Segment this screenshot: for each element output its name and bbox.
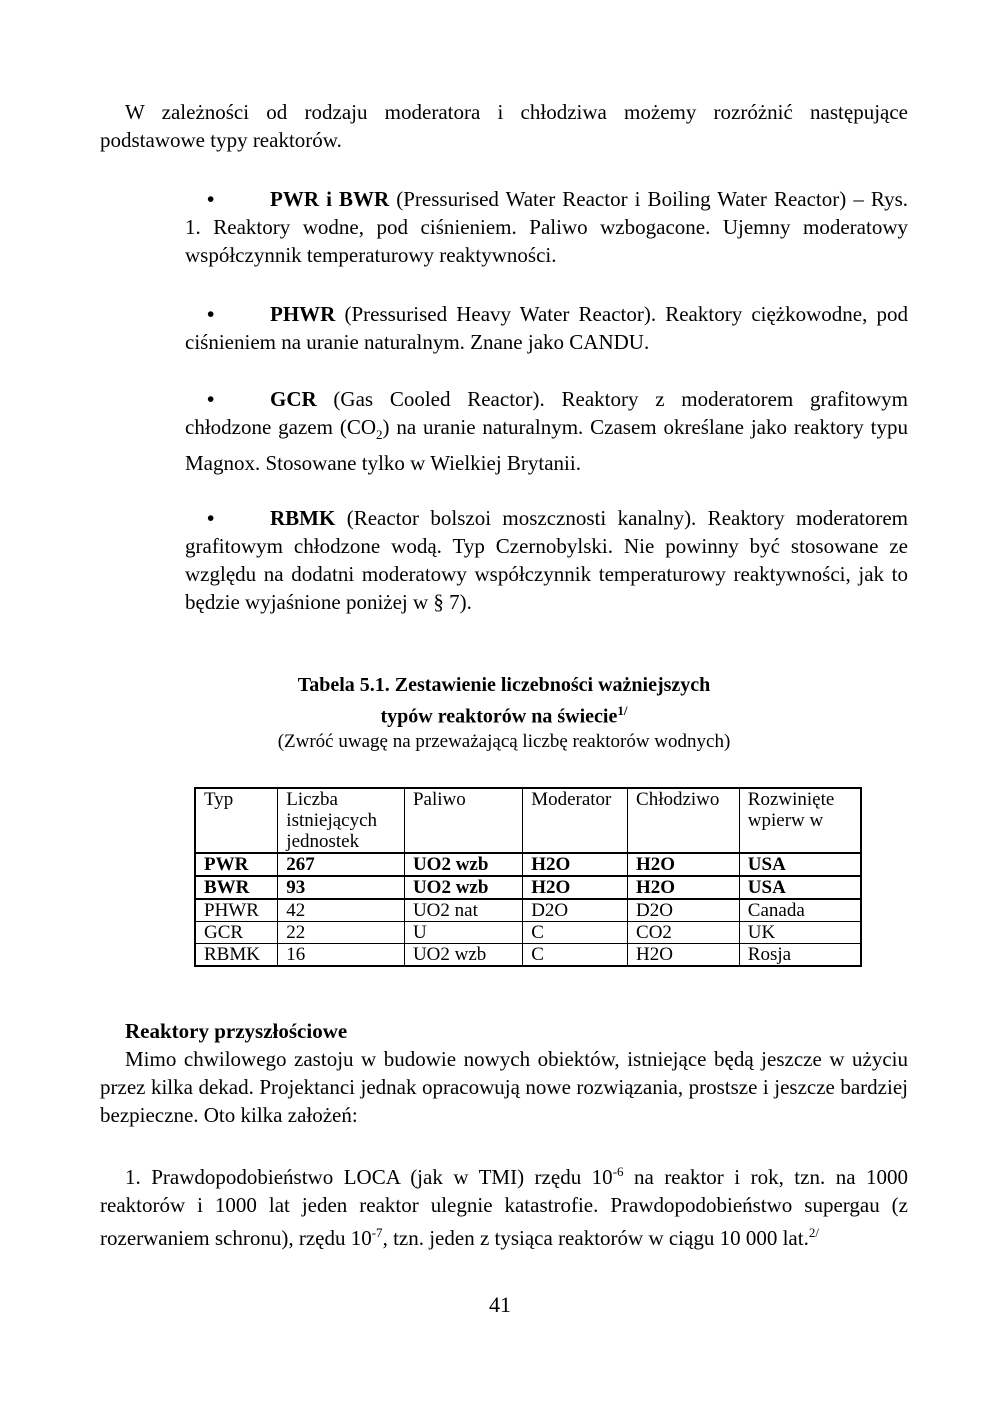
bullet-icon: • [207,387,215,411]
col-header-typ: Typ [195,788,278,853]
bullet-icon: • [207,506,215,531]
intro-text: W zależności od rodzaju moderatora i chłodziwa możemy rozróżnić następujące podstawowe typy reaktorów. [100,100,908,152]
caption-footnote-marker: 1/ [617,703,628,719]
cell-typ: GCR [195,921,278,943]
bullet-pwr-bwr [185,185,908,269]
cell-kraj: USA [739,876,861,899]
cell-chlodziwo: D2O [628,899,740,922]
future-intro-text: Mimo chwilowego zastoju w budowie nowych obiektów, istniejące będą jeszcze w użyciu przez kilka dekad. Projektanci jednak opracowują nowe rozwiązania, prostsze i jeszcze bardziej bezpieczne. Oto kilka założeń: [100,1046,908,1127]
cell-liczba: 267 [278,853,405,876]
cell-chlodziwo: CO2 [628,921,740,943]
table-row-pwr [195,853,861,876]
cell-paliwo: UO2 wzb [404,876,522,899]
cell-moderator: C [523,921,628,943]
cell-paliwo: UO2 nat [404,899,522,922]
col-header-liczba: Liczba istniejących jednostek [278,788,405,853]
table-caption [100,673,908,754]
cell-liczba: 93 [278,876,405,899]
cell-liczba: 22 [278,921,405,943]
cell-kraj: Rosja [739,943,861,966]
cell-chlodziwo: H2O [628,853,740,876]
caption-note: (Zwróć uwagę na przeważającą liczbę reaktorów wodnych) [277,730,731,752]
caption-line-2: typów reaktorów na świecie$^{1/}$ [380,703,628,728]
bullet-icon: • [207,302,215,326]
table-header-row [195,788,861,853]
assumption-text: , tzn. jeden z tysiąca reaktorów w ciągu 10 000 lat. [382,1225,809,1250]
bullet-text: (Reactor bolszoi moszcznosti kanalny). Reaktory moderatorem grafitowym chłodzone wodą. Typ Czernobylski. Nie powinny być stosowane ze względu na dodatni moderatowy współczynnik temperaturowy reaktywności, jak to będzie wyjaśnione poniżej w § 7). [185,506,908,615]
bullet-text: (Gas Cooled Reactor). Reaktory z moderatorem grafitowym chłodzone gazem (CO [185,387,908,439]
cell-typ: PWR [195,853,278,876]
exponent: -7 [371,1224,383,1240]
cell-kraj: Canada [739,899,861,922]
bullet-text: (Pressurised Heavy Water Reactor). Reaktory ciężkowodne, pod ciśnieniem na uranie naturalnym. Znane jako CANDU. [185,302,908,354]
caption-line-1: Tabela 5.1. Zestawienie liczebności ważniejszych [297,674,711,697]
cell-liczba: 16 [278,943,405,966]
col-header-rozwiniete: Rozwinięte wpierw w [739,788,861,853]
bullet-text: ) na uranie naturalnym. Czasem określane jako reaktory typu Magnox. Stosowane tylko w Wielkiej Brytanii. [185,415,908,476]
bullet-term: PHWR [270,302,336,326]
cell-paliwo: U [404,921,522,943]
table-row-bwr [195,876,861,899]
section-heading: Reaktory przyszłościowe [125,1018,348,1043]
cell-moderator: H2O [523,853,628,876]
cell-typ: PHWR [195,899,278,922]
assumption-text: na reaktor i rok, tzn. na 1000 reaktorów i 1000 lat jeden reaktor ulegnie katastrofie. Prawdopodobieństwo supergau (z rozerwaniem schronu), rzędu 10 [100,1164,908,1250]
assumption-1-paragraph [100,1158,908,1252]
bullet-text: (Pressurised Water Reactor i Boiling Water Reactor) – Rys. 1. Reaktory wodne, pod ciśnieniem. Paliwo wzbogacone. Ujemny moderatowy współczynnik temperaturowy reaktywności. [185,187,908,267]
reactor-table [194,787,862,967]
bullet-term: GCR [270,387,317,411]
table-row-rbmk [195,943,861,966]
assumption-text: 1. Prawdopodobieństwo LOCA (jak w TMI) rzędu 10 [125,1164,613,1189]
bullet-term: RBMK [270,506,336,531]
exponent: -6 [612,1163,624,1179]
cell-moderator: H2O [523,876,628,899]
cell-liczba: 42 [278,899,405,922]
cell-kraj: USA [739,853,861,876]
bullet-icon: • [207,187,215,211]
cell-paliwo: UO2 wzb [404,853,522,876]
col-header-paliwo: Paliwo [404,788,522,853]
bullet-gcr [185,385,908,477]
bullet-rbmk [185,504,908,616]
future-intro-paragraph [100,1045,908,1129]
cell-chlodziwo: H2O [628,943,740,966]
bullet-term: PWR i BWR [270,187,390,211]
table-row-phwr [195,899,861,922]
cell-typ: RBMK [195,943,278,966]
cell-moderator: C [523,943,628,966]
footnote-marker: 2/ [808,1224,819,1240]
col-header-chlodziwo: Chłodziwo [628,788,740,853]
cell-kraj: UK [739,921,861,943]
cell-typ: BWR [195,876,278,899]
cell-moderator: D2O [523,899,628,922]
col-header-moderator: Moderator [523,788,628,853]
cell-chlodziwo: H2O [628,876,740,899]
table-row-gcr [195,921,861,943]
page-number: 41 [489,1292,511,1317]
co2-subscript: 2 [376,427,383,443]
cell-paliwo: UO2 wzb [404,943,522,966]
intro-paragraph [100,98,908,154]
bullet-phwr [185,300,908,356]
